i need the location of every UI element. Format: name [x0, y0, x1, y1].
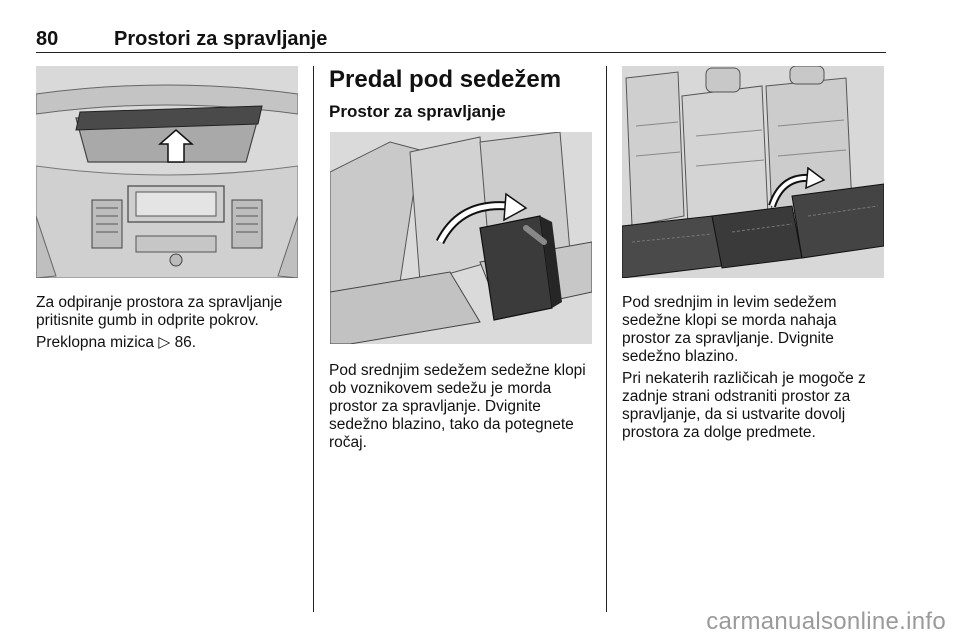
- page-reference-icon: ▷: [158, 334, 171, 351]
- col1-paragraph-2: [36, 334, 300, 352]
- header-rule: [36, 52, 886, 53]
- bench-seat-drawing: [622, 66, 884, 278]
- col1-paragraph-1: Za odpiranje prostora za spravljanje pritisnite gumb in odprite pokrov.: [36, 294, 283, 329]
- seat-storage-illustration-2: [622, 66, 884, 278]
- col3-paragraph-2: Pri nekaterih različicah je mogoče z zadnje strani odstraniti prostor za spravljanje, da si ustvarite dovolj prostora za dolge predmete.: [622, 370, 866, 441]
- col3-paragraph-1: Pod srednjim in levim sedežem sedežne klopi se morda nahaja prostor za spravljanje. Dvignite sedežno blazino.: [622, 294, 837, 365]
- cross-reference-text: Preklopna mizica: [36, 334, 159, 351]
- column-divider-2: [606, 66, 607, 612]
- page-header: [36, 28, 886, 54]
- page-number: 80: [36, 28, 59, 50]
- column-divider-1: [313, 66, 314, 612]
- dashboard-drawing: [36, 66, 298, 278]
- watermark: carmanualsonline.info: [706, 608, 946, 635]
- col2-paragraph-1: Pod srednjim sedežem sedežne klopi ob voznikovem sedežu je morda prostor za spravljanje. Dvignite sedežno blazino, tako da potegnete ročaj.: [329, 362, 586, 451]
- seat-lift-drawing: [330, 132, 592, 344]
- dashboard-storage-illustration: [36, 66, 298, 278]
- running-title: Prostori za spravljanje: [114, 28, 328, 50]
- section-subheading: Prostor za spravljanje: [329, 102, 506, 121]
- cross-reference-page: 86.: [174, 334, 197, 351]
- section-heading: Predal pod sedežem: [329, 66, 562, 93]
- seat-storage-illustration-1: [330, 132, 592, 344]
